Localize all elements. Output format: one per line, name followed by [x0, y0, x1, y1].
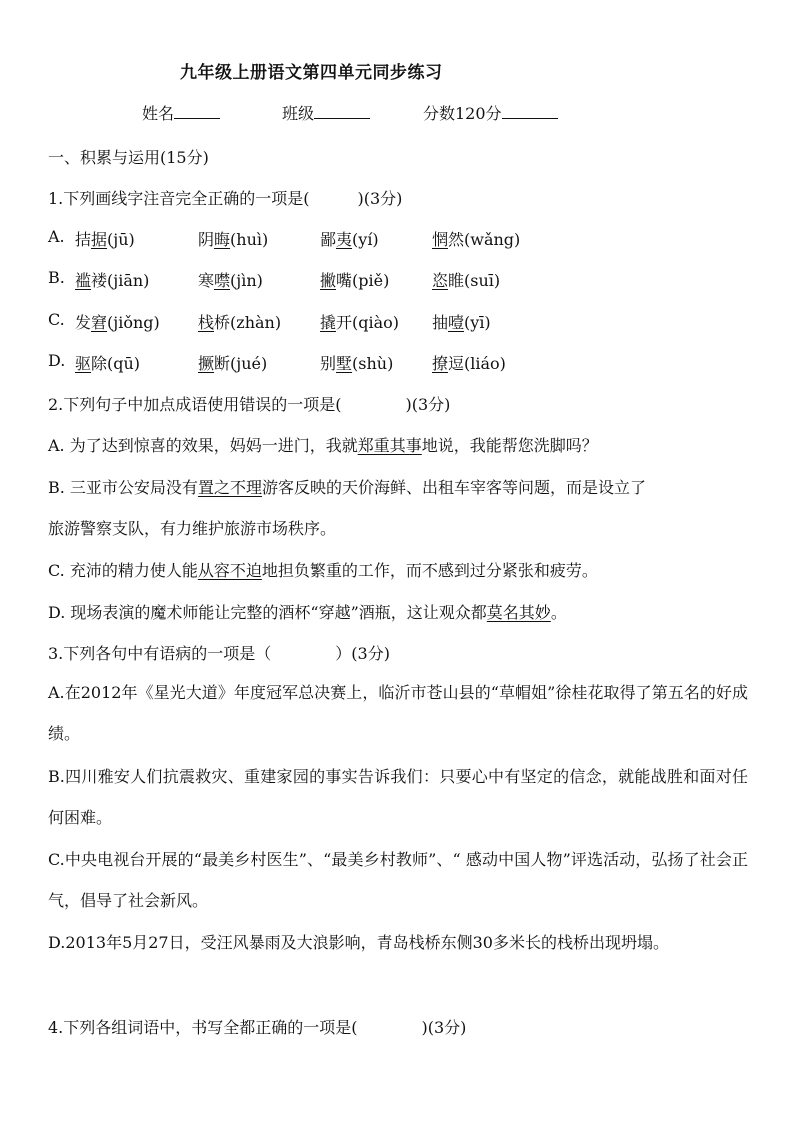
word-part: 逗(liáo)	[448, 354, 506, 373]
option-label: D.	[48, 351, 66, 370]
pinyin-item	[320, 268, 389, 291]
word-part: 发	[75, 313, 92, 332]
question-4-stem: 4.下列各组词语中，书写全都正确的一项是( )(3分)	[48, 1018, 467, 1037]
pinyin-item	[320, 351, 393, 374]
pinyin-item	[198, 310, 281, 333]
pinyin-item	[432, 227, 520, 250]
word-part: 抽	[432, 313, 449, 332]
word-part: (yí)	[352, 230, 379, 249]
word-part: 然(wǎng)	[448, 230, 521, 249]
pinyin-item	[75, 310, 160, 333]
student-info-line	[0, 101, 794, 125]
underlined-char: 恣	[432, 271, 449, 290]
question-2-stem: 2.下列句子中加点成语使用错误的一项是( )(3分)	[48, 395, 451, 414]
page-title: 九年级上册语文第四单元同步练习	[180, 63, 443, 83]
underlined-idiom: 莫名其妙	[486, 603, 551, 622]
option-text: D. 现场表演的魔术师能让完整的酒杯“穿越”酒瓶，这让观众都	[48, 603, 487, 622]
word-part: 拮	[75, 230, 92, 249]
word-part: (jiǒng)	[107, 313, 160, 332]
pinyin-item	[75, 227, 135, 250]
option-text: 地担负繁重的工作，而不感到过分紧张和疲劳。	[261, 561, 598, 580]
option-text: A. 为了达到惊喜的效果，妈妈一进门，我就	[48, 436, 358, 455]
section-heading: 一、积累与运用(15分)	[48, 148, 209, 167]
underlined-char: 栈	[198, 313, 215, 332]
underlined-char: 惘	[432, 230, 449, 249]
question-3-option-a: A.在2012年《星光大道》年度冠军总决赛上，临沂市苍山县的“草帽姐”徐桂花取得了第五名的好成绩。	[48, 683, 748, 743]
word-part: (huì)	[230, 230, 269, 249]
pinyin-item	[198, 351, 267, 374]
underlined-char: 墅	[336, 354, 353, 373]
pinyin-item	[75, 268, 149, 291]
option-text: 地说，我能帮您洗脚吗？	[421, 436, 598, 455]
word-part: 嘴(piě)	[336, 271, 390, 290]
question-2-option-a	[48, 433, 598, 456]
word-part: (shù)	[352, 354, 394, 373]
word-part: 寒	[198, 271, 215, 290]
score-label: 分数120分	[423, 104, 502, 123]
question-1-stem: 1.下列画线字注音完全正确的一项是( )(3分)	[48, 189, 403, 208]
option-label: C.	[48, 310, 65, 329]
word-part: (jìn)	[230, 271, 263, 290]
pinyin-item	[320, 227, 379, 250]
underlined-char: 噤	[214, 271, 231, 290]
underlined-char: 撬	[320, 313, 337, 332]
word-part: (jū)	[107, 230, 135, 249]
name-field	[142, 101, 220, 124]
question-2-option-b-line2: 旅游警察支队，有力维护旅游市场秩序。	[48, 519, 337, 538]
class-blank[interactable]	[314, 103, 370, 119]
word-part: 开(qiào)	[336, 313, 400, 332]
question-2-option-d	[48, 600, 567, 623]
word-part: 阴	[198, 230, 215, 249]
word-part: 鄙	[320, 230, 337, 249]
underlined-char: 撩	[432, 354, 449, 373]
word-part: 褛(jiān)	[91, 271, 150, 290]
underlined-char: 撅	[198, 354, 215, 373]
pinyin-item	[432, 310, 491, 333]
name-label: 姓名	[142, 104, 175, 123]
question-2-option-c	[48, 558, 598, 581]
name-blank[interactable]	[174, 103, 220, 119]
class-field	[282, 101, 370, 124]
underlined-idiom: 置之不理	[197, 478, 262, 497]
option-label: A.	[48, 227, 65, 246]
pinyin-item	[432, 351, 506, 374]
option-text: B. 三亚市公安局没有	[48, 478, 198, 497]
underlined-char: 驱	[75, 354, 92, 373]
pinyin-item	[198, 227, 268, 250]
word-part: 别	[320, 354, 337, 373]
underlined-char: 撇	[320, 271, 337, 290]
word-part: 除(qū)	[91, 354, 141, 373]
option-text: C. 充沛的精力使人能	[48, 561, 198, 580]
underlined-idiom: 郑重其事	[357, 436, 422, 455]
underlined-char: 夷	[336, 230, 353, 249]
underlined-char: 窘	[91, 313, 108, 332]
pinyin-item	[432, 268, 500, 291]
pinyin-item	[198, 268, 263, 291]
underlined-char: 据	[91, 230, 108, 249]
option-text: 游客反映的天价海鲜、出租车宰客等问题，而是设立了	[261, 478, 646, 497]
question-3-option-c: C.中央电视台开展的“最美乡村医生”、“最美乡村教师”、“ 感动中国人物”评选活动，弘扬了社会正气，倡导了社会新风。	[48, 850, 748, 910]
question-2-option-b-line1	[48, 475, 646, 498]
word-part: 睢(suī)	[448, 271, 501, 290]
underlined-char: 褴	[75, 271, 92, 290]
score-field	[423, 101, 558, 124]
question-3-option-d: D.2013年5月27日，受汪风暴雨及大浪影响，青岛栈桥东侧30多米长的栈桥出现坍塌。	[48, 933, 669, 952]
option-text: 。	[550, 603, 567, 622]
pinyin-item	[320, 310, 399, 333]
word-part: 断(jué)	[214, 354, 268, 373]
underlined-idiom: 从容不迫	[197, 561, 262, 580]
underlined-char: 噎	[448, 313, 465, 332]
underlined-char: 晦	[214, 230, 231, 249]
word-part: (yī)	[464, 313, 491, 332]
option-label: B.	[48, 268, 65, 287]
question-3-option-b: B.四川雅安人们抗震救灾、重建家园的事实告诉我们：只要心中有坚定的信念，就能战胜和面对任何困难。	[48, 767, 748, 827]
pinyin-item	[75, 351, 140, 374]
word-part: 桥(zhàn)	[214, 313, 282, 332]
class-label: 班级	[282, 104, 315, 123]
question-3-stem: 3.下列各句中有语病的一项是（ ）(3分)	[48, 644, 390, 663]
score-blank[interactable]	[502, 103, 558, 119]
